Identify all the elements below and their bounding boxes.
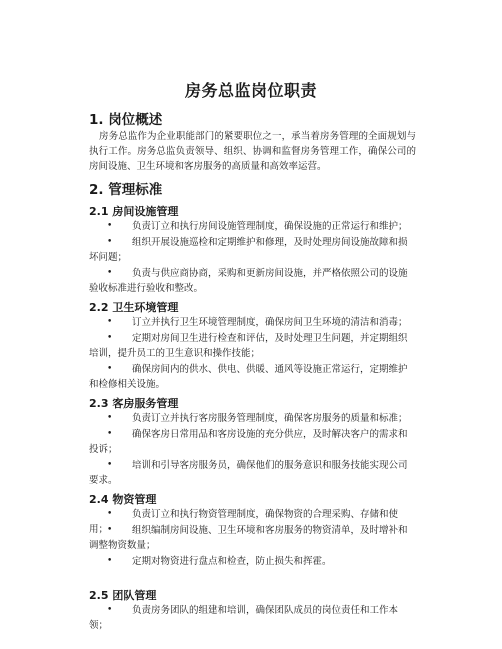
- bullet-icon: •: [107, 237, 113, 247]
- overview-paragraph: 房务总监作为企业职能部门的紧要职位之一，承当着房务管理的全面规划与执行工作。房务总监负责领导、组织、协调和监督房务管理工作，确保公司的房间设施、卫生环境和客房服务的高质量和高效率运营。: [89, 131, 416, 172]
- bullet-icon: •: [107, 413, 113, 423]
- bullet-icon: •: [107, 460, 113, 470]
- list-item: • 组织开展设施巡检和定期维护和修理，及时处理房间设施故障和损坏问题；: [89, 237, 408, 263]
- bullet-icon: •: [107, 317, 113, 327]
- list-item: • 负责订立并执行客房服务管理制度，确保客房服务的质量和标准；: [107, 413, 408, 424]
- list-item: • 确保客房日常用品和客房设施的充分供应，及时解决客户的需求和投诉；: [89, 429, 408, 455]
- list-item: • 负责与供应商协商，采购和更新房间设施，并严格依照公司的设施验收标准进行验收和整改。: [89, 268, 408, 294]
- bullet-icon: •: [107, 333, 113, 343]
- subsection-heading-materials: 2.4 物资管理: [89, 493, 157, 506]
- bullet-icon: •: [107, 221, 113, 231]
- list-item: • 订立并执行卫生环境管理制度，确保房间卫生环境的清洁和消毒；: [107, 317, 408, 328]
- list-item: • 负责房务团队的组建和培训，确保团队成员的岗位责任和工作本领；: [89, 605, 399, 631]
- list-item: • 负责订立和执行房间设施管理制度，确保设施的正常运行和维护；: [107, 221, 408, 232]
- list-item: • 定期对物资进行盘点和检查，防止损失和挥霍。: [107, 556, 332, 567]
- list-item: • 组织编制房间设施、卫生环境和客房服务的物资清单，及时增补和调整物资数量；: [89, 525, 408, 551]
- bullet-icon: •: [107, 268, 113, 278]
- page-title: 房务总监岗位职责: [184, 81, 317, 100]
- section-heading-standards: 2. 管理标准: [89, 182, 163, 198]
- subsection-heading-room-service: 2.3 客房服务管理: [89, 397, 179, 410]
- subsection-heading-team: 2.5 团队管理: [89, 589, 157, 602]
- bullet-icon: •: [107, 509, 113, 519]
- bullet-icon: •: [107, 429, 113, 439]
- list-item: • 负责订立和执行物资管理制度，确保物资的合理采购、存储和使用；: [89, 509, 399, 535]
- subsection-heading-hygiene: 2.2 卫生环境管理: [89, 301, 179, 314]
- list-item: • 定期对房间卫生进行检查和评估，及时处理卫生问题，并定期组织培训，提升员工的卫生意识和操作技能；: [89, 333, 408, 359]
- bullet-icon: •: [107, 556, 113, 566]
- bullet-icon: •: [107, 364, 113, 374]
- list-item: • 确保房间内的供水、供电、供暖、通风等设施正常运行，定期维护和检修相关设施。: [89, 364, 408, 390]
- bullet-icon: •: [107, 525, 113, 535]
- bullet-icon: •: [107, 605, 113, 615]
- subsection-heading-facilities: 2.1 房间设施管理: [89, 205, 179, 218]
- list-item: • 培训和引导客房服务员，确保他们的服务意识和服务技能实现公司要求。: [89, 460, 408, 486]
- section-heading-overview: 1. 岗位概述: [89, 112, 163, 128]
